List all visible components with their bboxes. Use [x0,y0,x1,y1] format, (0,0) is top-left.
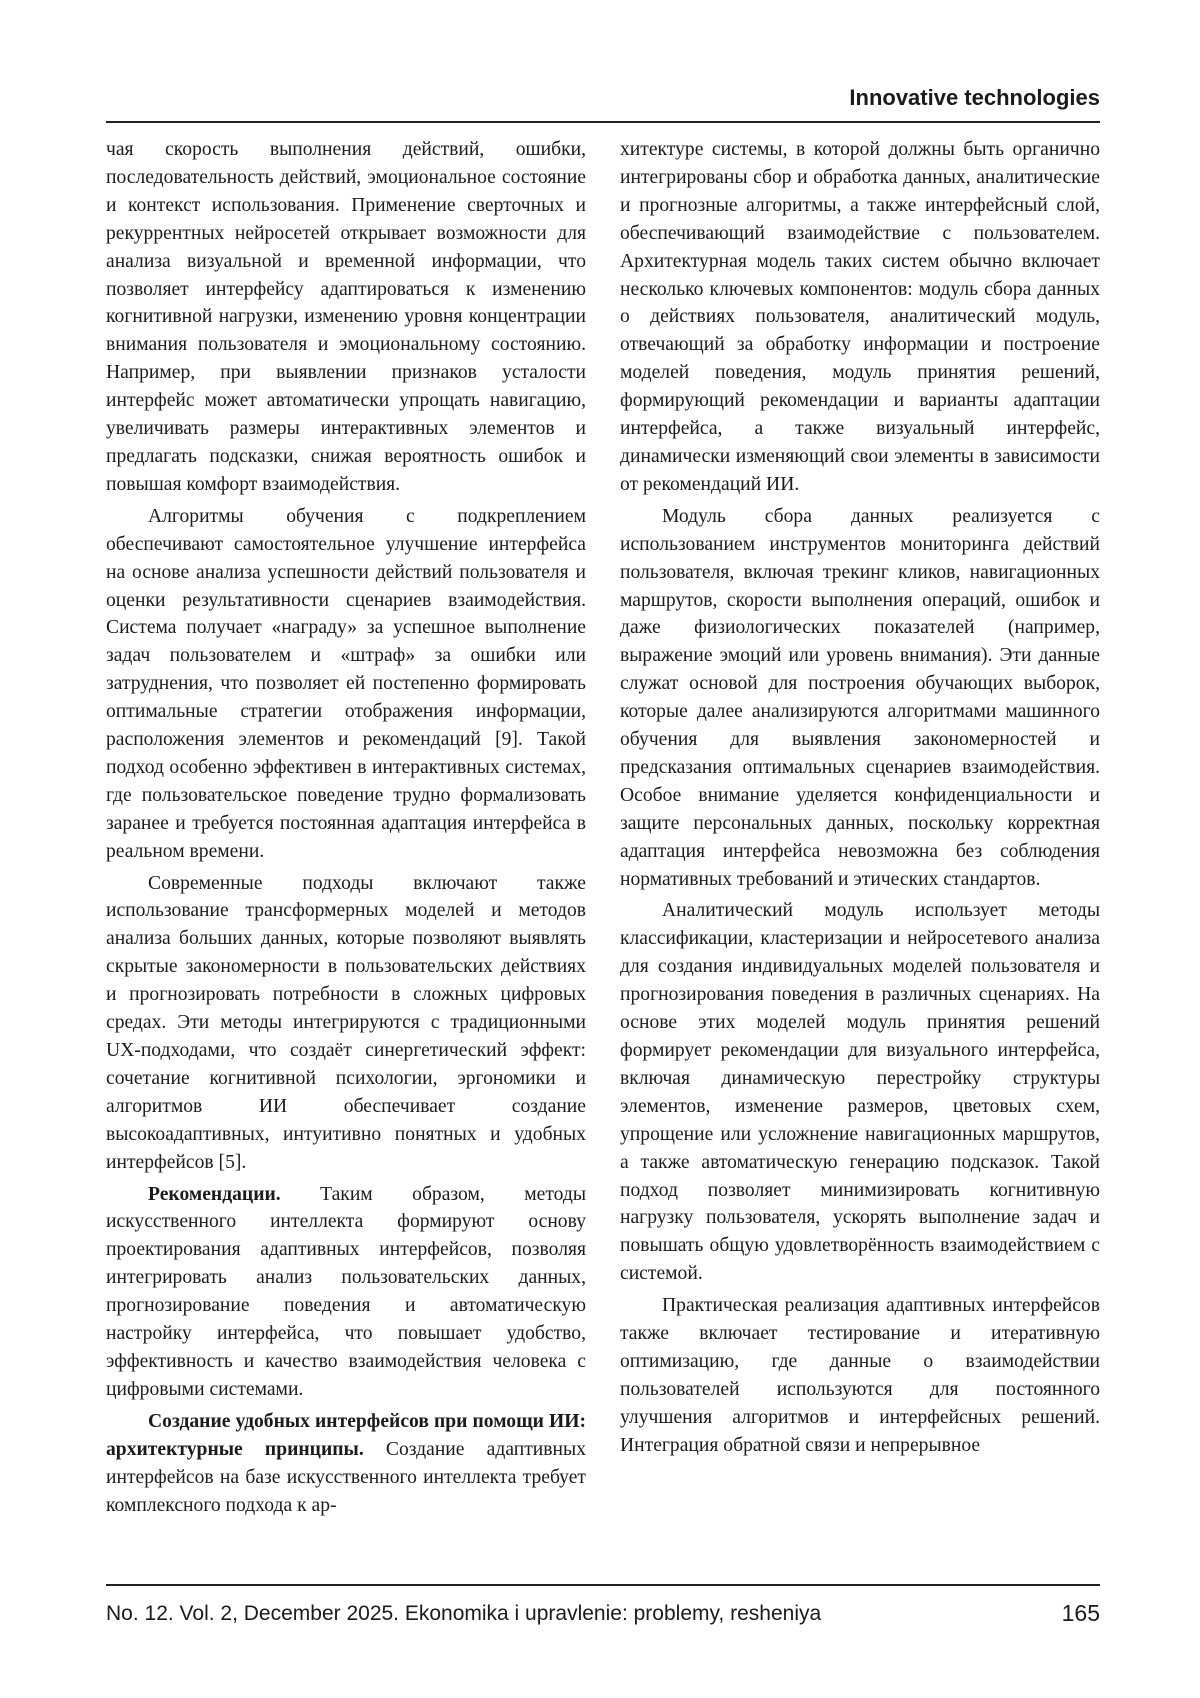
recommendations-heading: Рекомендации. [148,1184,281,1205]
page-number: 165 [1000,1598,1100,1628]
right-paragraph-3: Аналитический модуль использует методы классификации, кластеризации и нейросетевого анализа для создания индивидуальных моделей пользователя и прогнозирования поведения в различных сценариях. На основе этих моделей модуль принятия решений формирует рекомендации для визуального интерфейса, включая динамическую перестройку структуры элементов, изменение размеров, цветовых схем, упрощение или усложнение навигационных маршрутов, а также автоматическую генерацию подсказок. Такой подход позволяет минимизировать когнитивную нагрузку пользователя, ускорять выполнение задач и повышать общую удовлетворённость взаимодействием с системой. [620,897,1100,1288]
right-paragraph-2: Модуль сбора данных реализуется с использованием инструментов мониторинга действий пользователя, включая трекинг кликов, навигационных маршрутов, скорости выполнения операций, ошибок и даже физиологических показателей (например, выражение эмоций или уровень внимания). Эти данные служат основой для построения обучающих выборок, которые далее анализируются алгоритмами машинного обучения для выявления закономерностей и предсказания оптимальных сценариев взаимодействия. Особое внимание уделяется конфиденциальности и защите персональных данных, поскольку корректная адаптация интерфейса невозможна без соблюдения нормативных требований и этических стандартов. [620,503,1100,894]
left-paragraph-1: чая скорость выполнения действий, ошибки, последовательность действий, эмоциональное состояние и контекст использования. Применение сверточных и рекуррентных нейросетей открывает возможности для анализа визуальной и временной информации, что позволяет интерфейсу адаптироваться к изменению когнитивной нагрузки, изменению уровня концентрации внимания пользователя и эмоциональному состоянию. Например, при выявлении признаков усталости интерфейс может автоматически упрощать навигацию, увеличивать размеры интерактивных элементов и предлагать подсказки, снижая вероятность ошибок и повышая комфорт взаимодействия. [106,136,586,499]
left-paragraph-4 [106,1181,586,1404]
right-paragraph-1: хитектуре системы, в которой должны быть органично интегрированы сбор и обработка данных, аналитические и прогнозные алгоритмы, а также интерфейсный слой, обеспечивающий взаимодействие с пользователем. Архитектурная модель таких систем обычно включает несколько ключевых компонентов: модуль сбора данных о действиях пользователя, аналитический модуль, отвечающий за обработку информации и построение моделей поведения, модуль принятия решений, формирующий рекомендации и варианты адаптации интерфейса, а также визуальный интерфейс, динамически изменяющий свои элементы в зависимости от рекомендаций ИИ. [620,136,1100,499]
footer-journal-citation: No. 12. Vol. 2, December 2025. Ekonomika i upravlenie: problemy, resheniya [106,1600,1006,1628]
left-paragraph-3: Современные подходы включают также использование трансформерных моделей и методов анализа больших данных, которые позволяют выявлять скрытые закономерности в пользовательских действиях и прогнозировать потребности в сложных цифровых средах. Эти методы интегрируются с традиционными UX-подходами, что создаёт синергетический эффект: сочетание когнитивной психологии, эргономики и алгоритмов ИИ обеспечивает создание высокоадаптивных, интуитивно понятных и удобных интерфейсов [5]. [106,870,586,1177]
left-paragraph-2: Алгоритмы обучения с подкреплением обеспечивают самостоятельное улучшение интерфейса на основе анализа успешности действий пользователя и оценки результативности сценариев взаимодействия. Система получает «награду» за успешное выполнение задач пользователем и «штраф» за ошибки или затруднения, что позволяет ей постепенно формировать оптимальные стратегии отображения информации, расположения элементов и рекомендаций [9]. Такой подход особенно эффективен в интерактивных системах, где пользовательское поведение трудно формализовать заранее и требуется постоянная адаптация интерфейса в реальном времени. [106,503,586,866]
header-rule [106,121,1100,123]
footer-rule [106,1584,1100,1586]
journal-page [0,0,1200,1698]
running-head-section: Innovative technologies [106,84,1100,112]
left-paragraph-5 [106,1408,586,1520]
right-paragraph-4: Практическая реализация адаптивных интерфейсов также включает тестирование и итеративную оптимизацию, где данные о взаимодействии пользователей используются для постоянного улучшения алгоритмов и интерфейсных решений. Интеграция обратной связи и непрерывное [620,1292,1100,1459]
right-column [620,136,1100,1460]
left-column [106,136,586,1519]
architecture-heading: Создание удобных интерфейсов при помощи ИИ: архитектурные принципы. [106,1411,586,1460]
recommendations-text: Таким образом, методы искусственного интеллекта формируют основу проектирования адаптивных интерфейсов, позволяя интегрировать анализ пользовательских данных, прогнозирование поведения и автоматическую настройку интерфейса, что повышает удобство, эффективность и качество взаимодействия человека с цифровыми системами. [106,1184,586,1400]
architecture-text: Создание адаптивных интерфейсов на базе искусственного интеллекта требует комплексного подхода к ар- [106,1439,586,1516]
